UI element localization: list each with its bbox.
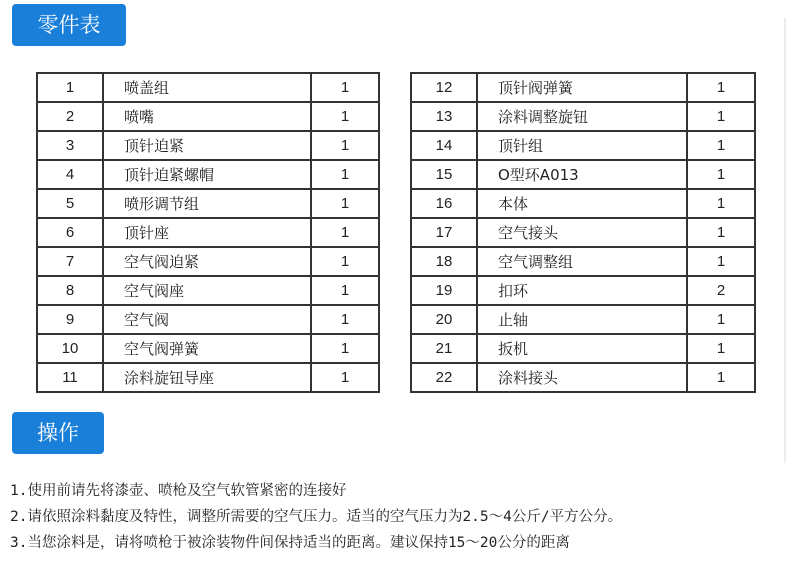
part-number: 9 — [37, 305, 103, 334]
part-quantity: 1 — [311, 276, 379, 305]
table-row — [411, 73, 755, 102]
part-quantity: 1 — [687, 189, 755, 218]
part-quantity: 1 — [687, 247, 755, 276]
table-row — [411, 160, 755, 189]
parts-list-title: 零件表 — [12, 4, 126, 46]
part-number: 7 — [37, 247, 103, 276]
part-name: 扣环 — [477, 276, 687, 305]
part-name: 顶针迫紧螺帽 — [103, 160, 311, 189]
part-number: 2 — [37, 102, 103, 131]
table-row — [37, 218, 379, 247]
part-quantity: 1 — [687, 102, 755, 131]
part-name: 涂料调整旋钮 — [477, 102, 687, 131]
part-quantity: 2 — [687, 276, 755, 305]
part-name: 顶针迫紧 — [103, 131, 311, 160]
part-name: 扳机 — [477, 334, 687, 363]
table-row — [37, 276, 379, 305]
part-name: 止轴 — [477, 305, 687, 334]
part-quantity: 1 — [311, 305, 379, 334]
part-name: 顶针座 — [103, 218, 311, 247]
part-name: 顶针阀弹簧 — [477, 73, 687, 102]
parts-table-left — [36, 72, 380, 393]
page-edge-line — [784, 18, 786, 463]
part-number: 17 — [411, 218, 477, 247]
part-number: 11 — [37, 363, 103, 392]
part-name: 喷盖组 — [103, 73, 311, 102]
part-number: 19 — [411, 276, 477, 305]
table-row — [37, 189, 379, 218]
table-row — [37, 131, 379, 160]
table-row — [411, 305, 755, 334]
table-row — [37, 305, 379, 334]
operation-instructions — [10, 478, 622, 556]
part-name: 本体 — [477, 189, 687, 218]
part-number: 6 — [37, 218, 103, 247]
part-name: O型环A013 — [477, 160, 687, 189]
table-row — [411, 363, 755, 392]
table-row — [411, 218, 755, 247]
part-quantity: 1 — [311, 218, 379, 247]
part-name: 空气接头 — [477, 218, 687, 247]
table-row — [411, 247, 755, 276]
part-number: 4 — [37, 160, 103, 189]
part-number: 10 — [37, 334, 103, 363]
part-name: 喷嘴 — [103, 102, 311, 131]
part-number: 20 — [411, 305, 477, 334]
part-number: 22 — [411, 363, 477, 392]
table-row — [37, 363, 379, 392]
part-quantity: 1 — [311, 363, 379, 392]
table-row — [411, 276, 755, 305]
table-row — [37, 334, 379, 363]
part-number: 5 — [37, 189, 103, 218]
part-name: 空气调整组 — [477, 247, 687, 276]
part-number: 21 — [411, 334, 477, 363]
part-name: 空气阀 — [103, 305, 311, 334]
part-quantity: 1 — [687, 160, 755, 189]
part-quantity: 1 — [311, 102, 379, 131]
part-name: 空气阀座 — [103, 276, 311, 305]
part-number: 15 — [411, 160, 477, 189]
part-name: 顶针组 — [477, 131, 687, 160]
part-number: 16 — [411, 189, 477, 218]
table-row — [411, 102, 755, 131]
part-number: 1 — [37, 73, 103, 102]
instruction-line-1: 1.使用前请先将漆壶、喷枪及空气软管紧密的连接好 — [10, 483, 347, 499]
instruction-line-2: 2.请依照涂料黏度及特性，调整所需要的空气压力。适当的空气压力为2.5～4公斤/平方公分。 — [10, 509, 623, 525]
part-number: 8 — [37, 276, 103, 305]
instruction-line-3: 3.当您涂料是，请将喷枪于被涂装物件间保持适当的距离。建议保持15～20公分的距离 — [10, 535, 570, 551]
part-quantity: 1 — [687, 334, 755, 363]
table-row — [37, 73, 379, 102]
table-row — [37, 102, 379, 131]
part-name: 空气阀弹簧 — [103, 334, 311, 363]
part-name: 空气阀迫紧 — [103, 247, 311, 276]
table-row — [411, 131, 755, 160]
part-quantity: 1 — [687, 305, 755, 334]
part-quantity: 1 — [687, 218, 755, 247]
table-row — [411, 189, 755, 218]
part-quantity: 1 — [311, 247, 379, 276]
part-quantity: 1 — [687, 131, 755, 160]
part-name: 涂料旋钮导座 — [103, 363, 311, 392]
part-number: 3 — [37, 131, 103, 160]
part-number: 12 — [411, 73, 477, 102]
part-name: 喷形调节组 — [103, 189, 311, 218]
part-quantity: 1 — [311, 160, 379, 189]
table-row — [411, 334, 755, 363]
part-name: 涂料接头 — [477, 363, 687, 392]
part-quantity: 1 — [687, 73, 755, 102]
operation-title: 操作 — [12, 412, 104, 454]
part-quantity: 1 — [311, 189, 379, 218]
table-row — [37, 160, 379, 189]
part-number: 13 — [411, 102, 477, 131]
parts-table-right — [410, 72, 756, 393]
part-quantity: 1 — [311, 73, 379, 102]
part-number: 14 — [411, 131, 477, 160]
part-quantity: 1 — [311, 131, 379, 160]
table-row — [37, 247, 379, 276]
part-number: 18 — [411, 247, 477, 276]
part-quantity: 1 — [311, 334, 379, 363]
part-quantity: 1 — [687, 363, 755, 392]
